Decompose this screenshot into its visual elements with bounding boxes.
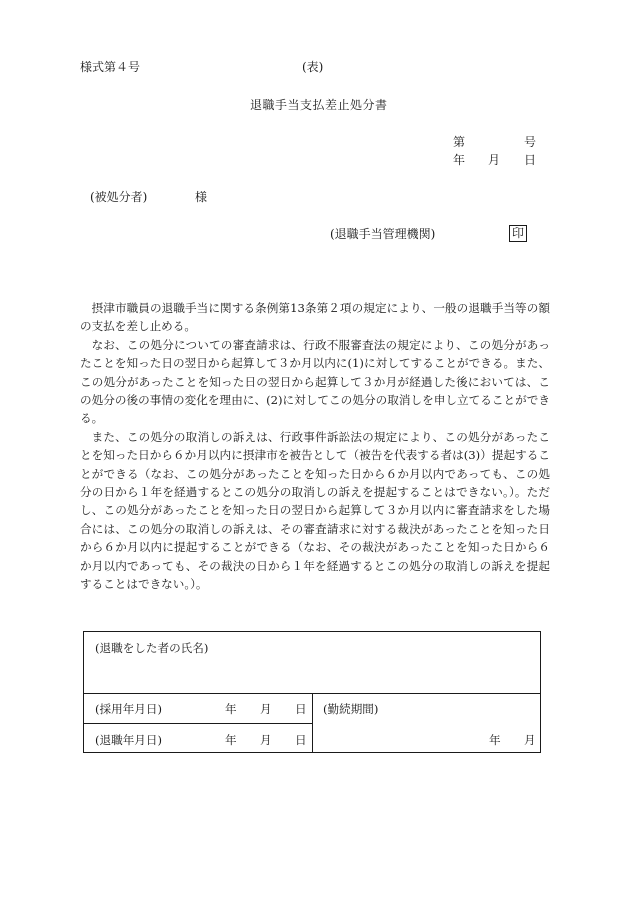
table-divider-dates xyxy=(84,723,312,724)
hire-date-label: (採用年月日) xyxy=(95,702,163,716)
hire-year-label: 年 xyxy=(225,702,237,716)
retiree-info-table xyxy=(83,631,541,753)
service-months-label: 月 xyxy=(524,733,536,747)
addressee-label: (被処分者) xyxy=(90,190,148,204)
addressee-honorific: 様 xyxy=(195,190,208,204)
hire-day-label: 日 xyxy=(295,702,307,716)
table-divider-vertical xyxy=(312,693,313,752)
service-period-label: (勤続期間) xyxy=(323,702,379,716)
body-paragraph-3: また、この処分の取消しの訴えは、行政事件訴訟法の規定により、この処分があったことを知った日から６か月以内に摂津市を被告として（被告を代表する者は(3)）提起することができる（なお、この処分があったことを知った日から６か月以内であっても、この処分の日から１年を経過するとこの処分の取消しの訴えを提起することはできない。）。ただし、この処分があったことを知った日の翌日から起算して３か月以内に審査請求をした場合には、この処分の取消しの訴えは、その審査請求に対する裁決があったことを知った日から６か月以内に提起することができる（なお、その裁決があったことを知った日から６か月以内であっても、その裁決の日から１年を経過するとこの処分の取消しの訴えを提起することはできない。）。 xyxy=(80,429,550,592)
hire-month-label: 月 xyxy=(260,702,272,716)
document-title: 退職手当支払差止処分書 xyxy=(250,98,388,112)
retiree-name-label: (退職をした者の氏名) xyxy=(95,641,209,655)
form-number: 様式第４号 xyxy=(80,60,141,74)
body-paragraph-1: 摂津市職員の退職手当に関する条例第13条第２項の規定により、一般の退職手当等の額の支払を差し止める。 xyxy=(80,301,550,334)
date-month-label: 月 xyxy=(488,153,501,167)
body-text xyxy=(80,299,550,594)
reference-go-label: 号 xyxy=(524,135,537,149)
seal-mark: 印 xyxy=(509,225,527,242)
side-label: (表) xyxy=(302,60,324,74)
retire-date-label: (退職年月日) xyxy=(95,733,163,747)
retire-year-label: 年 xyxy=(225,733,237,747)
date-day-label: 日 xyxy=(524,153,537,167)
date-year-label: 年 xyxy=(453,153,466,167)
reference-dai-label: 第 xyxy=(453,135,466,149)
service-years-label: 年 xyxy=(489,733,501,747)
retire-month-label: 月 xyxy=(260,733,272,747)
retire-day-label: 日 xyxy=(295,733,307,747)
body-paragraph-2: なお、この処分についての審査請求は、行政不服審査法の規定により、この処分があったことを知った日の翌日から起算して３か月以内に(1)に対してすることができる。また、この処分があったことを知った日の翌日から起算して３か月が経過した後においては、この処分の後の事情の変化を理由に、(2)に対してこの処分の取消しを申し立てることができる。 xyxy=(80,337,550,426)
issuer-label: (退職手当管理機関) xyxy=(330,227,436,241)
